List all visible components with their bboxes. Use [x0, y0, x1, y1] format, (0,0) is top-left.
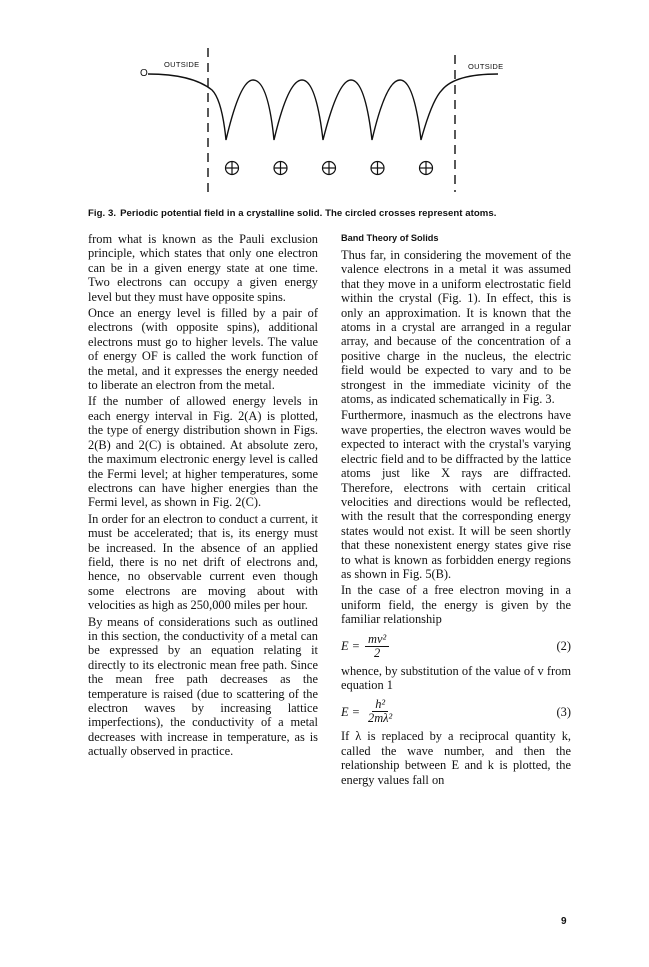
left-paragraph-4: In order for an electron to conduct a current, it must be accelerated; that is, its energy must be increased. In the absence of an applied field, there is no net drift of electrons and, hence, no observable current even though some electrons are moving about with velocities as high as 250,000 miles per hour. — [88, 511, 318, 613]
atom-symbol — [323, 162, 336, 175]
right-paragraph-2: Furthermore, inasmuch as the electrons have wave properties, the electron waves would be expected to interact with the crystal's varying electric field and to be diffracted by the lattice atoms just like X rays are diffracted. Therefore, electrons with certain critical velocities and directions would be reflected, with the result that the corresponding energy states would not exist. It will be seen shortly that these nonexistent energy states give rise to what is known as forbidden energy regions as shown in Fig. 5(B). — [341, 408, 571, 581]
eq3-lhs: E = — [341, 704, 361, 719]
atom-symbol — [420, 162, 433, 175]
left-column — [88, 232, 318, 761]
left-paragraph-5: By means of considerations such as outlined in this section, the conductivity of a metal can be expressed by an equation relating it directly to its electronic mean free path. Since the mean free path decreases as the temperature is raised (due to scattering of the electron waves by increasing lattice imperfections), the conductivity of a metal decreases with increase in temperature, as is actually observed in practice. — [88, 614, 318, 759]
atom-symbol — [371, 162, 384, 175]
potential-diagram — [0, 0, 649, 200]
right-column — [341, 232, 571, 789]
caption-label: Fig. 3. — [88, 208, 117, 219]
right-paragraph-1: Thus far, in considering the movement of the valence electrons in a metal it was assumed that they move in a uniform electrostatic field within the crystal (Fig. 1). In effect, this is only an approximation. It is known that the atoms in a crystal are arranged in a regular array, and because of the concentration of a positive charge in the nucleus, the electric field would be expected to vary and to be strongest in the immediate vicinity of the atoms, as indicated schematically in Fig. 3. — [341, 248, 571, 407]
eq3-denominator: 2mλ² — [368, 711, 393, 726]
left-paragraph-3: If the number of allowed energy levels in each energy interval in Fig. 2(A) is plotted, the type of energy distribution shown in Figs. 2(B) and 2(C) is obtained. At absolute zero, the maximum electronic energy level is called the Fermi level; at higher temperatures, some electrons can have higher energies than the Fermi level, as shown in Fig. 2(C). — [88, 394, 318, 510]
eq3-numerator: h² — [372, 698, 388, 712]
atoms-group — [226, 162, 433, 175]
section-heading: Band Theory of Solids — [341, 233, 439, 243]
eq2-number: (2) — [556, 638, 571, 653]
left-paragraph-1: from what is known as the Pauli exclusion principle, which states that only one electron can be in a given energy state at one time. Two electrons can occupy a given energy level but they must have opposite spins. — [88, 232, 318, 304]
equation-2 — [341, 633, 571, 660]
caption-text: Periodic potential field in a crystalline solid. The circled crosses represent atoms. — [120, 208, 497, 219]
page-number: 9 — [561, 916, 567, 927]
potential-curve — [148, 74, 498, 140]
eq3-number: (3) — [556, 704, 571, 719]
right-paragraph-4: whence, by substitution of the value of v from equation 1 — [341, 663, 571, 692]
right-paragraph-5: If λ is replaced by a reciprocal quantity k, called the wave number, and then the relationship between E and k is plotted, the energy values fall on — [341, 729, 571, 787]
equation-3 — [341, 698, 571, 725]
eq2-denominator: 2 — [374, 645, 381, 660]
eq2-lhs: E = — [341, 638, 361, 653]
left-paragraph-2: Once an energy level is filled by a pair of electrons (with opposite spins), additional electrons must go to higher levels. The value of energy OF is called the work function of the metal, and it expresses the energy needed to liberate an electron from the metal. — [88, 306, 318, 393]
eq2-fraction — [365, 633, 389, 660]
atom-symbol — [274, 162, 287, 175]
origin-label: O — [140, 68, 148, 79]
figure-caption — [88, 208, 598, 219]
label-outside-right: OUTSIDE — [468, 62, 504, 71]
label-outside-left: OUTSIDE — [164, 60, 200, 69]
eq3-fraction — [365, 698, 395, 725]
eq2-numerator: mv² — [365, 633, 389, 647]
figure-3-periodic-potential — [0, 0, 649, 210]
right-paragraph-3: In the case of a free electron moving in a uniform field, the energy is given by the familiar relationship — [341, 583, 571, 627]
atom-symbol — [226, 162, 239, 175]
